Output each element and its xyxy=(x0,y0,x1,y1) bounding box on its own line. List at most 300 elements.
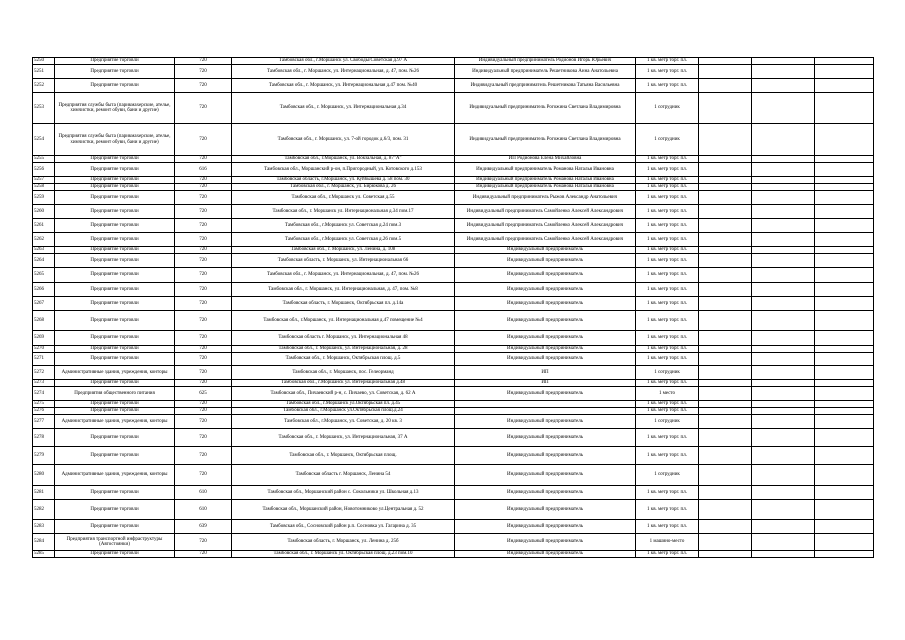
owner-cell: Индивидуальный предприниматель xyxy=(455,247,636,254)
address-cell: Тамбовская обл., г. Моршанск, ул. Интернациональная, д. 47, пом. №26 xyxy=(232,65,455,79)
coefficient-cell xyxy=(752,205,815,219)
object-type-cell: Предприятие торговли xyxy=(55,353,175,366)
coefficient-cell xyxy=(752,331,815,346)
coefficient-cell xyxy=(752,520,815,534)
volume-cell xyxy=(815,486,874,500)
owner-cell: Индивидуальный предприниматель xyxy=(455,353,636,366)
code-cell: 720 xyxy=(175,283,232,297)
object-type-cell: Предприятие торговли xyxy=(55,429,175,447)
volume-cell xyxy=(815,380,874,387)
object-type-cell: Предприятие торговли xyxy=(55,254,175,268)
owner-cell: Индивидуальный предприниматель xyxy=(455,254,636,268)
address-cell: Тамбовская обл., г.Моршанск, ул. Советская, д. 20 кв. 3 xyxy=(232,415,455,429)
coefficient-cell xyxy=(752,311,815,331)
volume-cell xyxy=(815,65,874,79)
owner-cell: Индивидуальный предприниматель Романова Наталья Ивановна xyxy=(455,184,636,191)
unit-cell: 1 кв. метр торг. пл. xyxy=(636,268,699,283)
code-cell: 720 xyxy=(175,156,232,163)
code-cell: 625 xyxy=(175,387,232,401)
coefficient-cell xyxy=(752,429,815,447)
address-cell: Тамбовская обл., г. Моршанск, Октябрьская площ. xyxy=(232,447,455,465)
address-cell: Тамбовская обл., г. Моршанск, пос. Гелеорманд xyxy=(232,366,455,380)
object-type-cell: Предприятие торговли xyxy=(55,346,175,353)
volume-cell xyxy=(815,283,874,297)
coefficient-cell xyxy=(752,233,815,247)
code-cell: 720 xyxy=(175,247,232,254)
quantity-cell xyxy=(699,177,752,184)
volume-cell xyxy=(815,387,874,401)
coefficient-cell xyxy=(752,387,815,401)
address-cell: Тамбовская обл., Пичаевский р-н, с. Пичаево, ул. Советская, д. 62 А xyxy=(232,387,455,401)
code-cell: 610 xyxy=(175,486,232,500)
row-number-cell: 5253 xyxy=(33,93,55,124)
coefficient-cell xyxy=(752,534,815,551)
coefficient-cell xyxy=(752,297,815,311)
table-row xyxy=(33,380,874,387)
unit-cell: 1 сотрудник xyxy=(636,93,699,124)
object-type-cell: Предприятие торговли xyxy=(55,233,175,247)
object-type-cell: Административные здания, учреждения, конторы xyxy=(55,366,175,380)
address-cell: Тамбовская область, г. Моршанск, ул. Ленина д. 25б xyxy=(232,534,455,551)
quantity-cell xyxy=(699,387,752,401)
row-number-cell: 5273 xyxy=(33,380,55,387)
object-type-cell: Предприятие торговли xyxy=(55,520,175,534)
quantity-cell xyxy=(699,465,752,486)
volume-cell xyxy=(815,534,874,551)
owner-cell: Индивидуальный предприниматель xyxy=(455,429,636,447)
volume-cell xyxy=(815,500,874,520)
coefficient-cell xyxy=(752,163,815,177)
volume-cell xyxy=(815,465,874,486)
coefficient-cell xyxy=(752,401,815,408)
table-row xyxy=(33,233,874,247)
address-cell: Тамбовская обл., г. Моршанск, Октябрьская площ. д.5 xyxy=(232,353,455,366)
address-cell: Тамбовская обл., г.Моршанск ул. Интернациональная д.48 xyxy=(232,380,455,387)
object-type-cell: Предприятие торговли xyxy=(55,500,175,520)
code-cell: 720 xyxy=(175,124,232,156)
volume-cell xyxy=(815,58,874,65)
registry-sheet xyxy=(32,57,873,558)
coefficient-cell xyxy=(752,447,815,465)
owner-cell: Индивидуальный предприниматель xyxy=(455,268,636,283)
owner-cell: Индивидуальный предприниматель xyxy=(455,311,636,331)
address-cell: Тамбовская обл., г. Моршанск, ул. Интернациональная, 37 А xyxy=(232,429,455,447)
registry-table xyxy=(32,57,874,558)
registry-table-body xyxy=(33,58,874,558)
owner-cell: Индивидуальный предприниматель xyxy=(455,500,636,520)
row-number-cell: 5263 xyxy=(33,247,55,254)
volume-cell xyxy=(815,247,874,254)
address-cell: Тамбовская обл., г. Моршанск, ул. Ленина, д. 108 xyxy=(232,247,455,254)
quantity-cell xyxy=(699,93,752,124)
address-cell: Тамбовская обл., г. Моршанск, ул. Интернациональная д.34 xyxy=(232,93,455,124)
unit-cell: 1 кв. метр торг. пл. xyxy=(636,551,699,558)
quantity-cell xyxy=(699,163,752,177)
code-cell: 720 xyxy=(175,551,232,558)
owner-cell: ИП xyxy=(455,380,636,387)
table-row xyxy=(33,520,874,534)
volume-cell xyxy=(815,184,874,191)
unit-cell: 1 кв. метр торг. пл. xyxy=(636,191,699,205)
object-type-cell: Предприятие торговли xyxy=(55,65,175,79)
unit-cell: 1 кв. метр торг. пл. xyxy=(636,486,699,500)
volume-cell xyxy=(815,401,874,408)
quantity-cell xyxy=(699,233,752,247)
quantity-cell xyxy=(699,283,752,297)
unit-cell: 1 сотрудник xyxy=(636,415,699,429)
address-cell: Тамбовская обл., г.Моршанск, ул. Интернациональная д.47 помещение №4 xyxy=(232,311,455,331)
unit-cell: 1 кв. метр торг. пл. xyxy=(636,156,699,163)
address-cell: Тамбовская обл., г.Моршанск ул. Советская д.24 пом.3 xyxy=(232,219,455,233)
row-number-cell: 5254 xyxy=(33,124,55,156)
object-type-cell: Административные здания, учреждения, конторы xyxy=(55,415,175,429)
code-cell: 720 xyxy=(175,184,232,191)
owner-cell: Индивидуальный предприниматель xyxy=(455,283,636,297)
table-row xyxy=(33,366,874,380)
row-number-cell: 5284 xyxy=(33,534,55,551)
coefficient-cell xyxy=(752,366,815,380)
row-number-cell: 5255 xyxy=(33,156,55,163)
coefficient-cell xyxy=(752,93,815,124)
owner-cell: ИП xyxy=(455,366,636,380)
object-type-cell: Предприятие торговли xyxy=(55,205,175,219)
row-number-cell: 5272 xyxy=(33,366,55,380)
unit-cell: 1 кв. метр торг. пл. xyxy=(636,58,699,65)
table-row xyxy=(33,447,874,465)
volume-cell xyxy=(815,79,874,93)
unit-cell: 1 кв. метр торг. пл. xyxy=(636,247,699,254)
table-row xyxy=(33,65,874,79)
code-cell: 720 xyxy=(175,401,232,408)
object-type-cell: Предприятие торговли xyxy=(55,447,175,465)
table-row xyxy=(33,283,874,297)
row-number-cell: 5279 xyxy=(33,447,55,465)
row-number-cell: 5260 xyxy=(33,205,55,219)
table-row xyxy=(33,408,874,415)
code-cell: 720 xyxy=(175,297,232,311)
table-row xyxy=(33,184,874,191)
object-type-cell: Предприятие торговли xyxy=(55,163,175,177)
address-cell: Тамбовская обл., г.Моршанск ул.Октябрьская площ.д.24 xyxy=(232,408,455,415)
unit-cell: 1 кв. метр торг. пл. xyxy=(636,283,699,297)
unit-cell: 1 кв. метр торг. пл. xyxy=(636,65,699,79)
volume-cell xyxy=(815,429,874,447)
address-cell: Тамбовская обл., г. Моршанск, ул. Интернациональная, д. 47, пом. №8 xyxy=(232,283,455,297)
volume-cell xyxy=(815,311,874,331)
owner-cell: Индивидуальный предприниматель xyxy=(455,486,636,500)
unit-cell: 1 кв. метр торг. пл. xyxy=(636,233,699,247)
unit-cell: 1 кв. метр торг. пл. xyxy=(636,184,699,191)
object-type-cell: Предприятие торговли xyxy=(55,297,175,311)
object-type-cell: Предприятие торговли xyxy=(55,184,175,191)
owner-cell: Индивидуальный предприниматель xyxy=(455,387,636,401)
table-row xyxy=(33,254,874,268)
table-row xyxy=(33,401,874,408)
row-number-cell: 5285 xyxy=(33,551,55,558)
table-row xyxy=(33,465,874,486)
unit-cell: 1 кв. метр торг. пл. xyxy=(636,500,699,520)
volume-cell xyxy=(815,346,874,353)
owner-cell: Индивидуальный предприниматель xyxy=(455,297,636,311)
row-number-cell: 5264 xyxy=(33,254,55,268)
address-cell: Тамбовская обл., Сосновский район р.п. Сосновка ул. Гагарина д. 35 xyxy=(232,520,455,534)
address-cell: Тамбовская обл., Моршанский район с. Сокольники ул. Школьная д.13 xyxy=(232,486,455,500)
row-number-cell: 5257 xyxy=(33,177,55,184)
object-type-cell: Предприятия общественного питания xyxy=(55,387,175,401)
coefficient-cell xyxy=(752,219,815,233)
table-row xyxy=(33,191,874,205)
code-cell: 720 xyxy=(175,177,232,184)
code-cell: 720 xyxy=(175,311,232,331)
row-number-cell: 5271 xyxy=(33,353,55,366)
unit-cell: 1 место xyxy=(636,387,699,401)
code-cell: 720 xyxy=(175,366,232,380)
object-type-cell: Предприятие торговли xyxy=(55,58,175,65)
address-cell: Тамбовская обл., г. Моршанск, ул. Интернациональная д.47 пом. №40 xyxy=(232,79,455,93)
quantity-cell xyxy=(699,408,752,415)
coefficient-cell xyxy=(752,500,815,520)
owner-cell xyxy=(455,408,636,415)
unit-cell: 1 кв. метр торг. пл. xyxy=(636,297,699,311)
coefficient-cell xyxy=(752,415,815,429)
unit-cell: 1 кв. метр торг. пл. xyxy=(636,429,699,447)
volume-cell xyxy=(815,268,874,283)
quantity-cell xyxy=(699,486,752,500)
code-cell: 610 xyxy=(175,500,232,520)
table-row xyxy=(33,79,874,93)
row-number-cell: 5265 xyxy=(33,268,55,283)
owner-cell: ИП Родионова Елена Михайловна xyxy=(455,156,636,163)
object-type-cell: Предприятие торговли xyxy=(55,380,175,387)
quantity-cell xyxy=(699,184,752,191)
address-cell: Тамбовская обл., г. Моршанск, ул. 7-ой городок д.6/3, пом. 31 xyxy=(232,124,455,156)
object-type-cell: Предприятие торговли xyxy=(55,401,175,408)
code-cell: 720 xyxy=(175,219,232,233)
volume-cell xyxy=(815,520,874,534)
address-cell: Тамбовская обл., г. Моршанск, ул. Интернациональная, д. 47, пом. №26 xyxy=(232,268,455,283)
row-number-cell: 5269 xyxy=(33,331,55,346)
code-cell: 720 xyxy=(175,58,232,65)
address-cell: Тамбовская обл., г. Моршанск ул. Интернациональная д.34 пом.17 xyxy=(232,205,455,219)
object-type-cell: Предприятие торговли xyxy=(55,486,175,500)
object-type-cell: Предприятия транспортной инфраструктуры (Автостоянки) xyxy=(55,534,175,551)
code-cell: 720 xyxy=(175,65,232,79)
volume-cell xyxy=(815,233,874,247)
code-cell: 720 xyxy=(175,346,232,353)
coefficient-cell xyxy=(752,191,815,205)
table-row xyxy=(33,353,874,366)
quantity-cell xyxy=(699,353,752,366)
row-number-cell: 5276 xyxy=(33,408,55,415)
unit-cell: 1 кв. метр торг. пл. xyxy=(636,163,699,177)
table-row xyxy=(33,177,874,184)
address-cell: Тамбовская обл., г. Моршанск, ул. Бирюкова д. 26 xyxy=(232,184,455,191)
table-row xyxy=(33,58,874,65)
quantity-cell xyxy=(699,205,752,219)
code-cell: 720 xyxy=(175,534,232,551)
owner-cell: Индивидуальный предприниматель xyxy=(455,551,636,558)
address-cell: Тамбовская обл., Моршанский р-он, п.Пригородный, ул. Котовского д.153 xyxy=(232,163,455,177)
volume-cell xyxy=(815,254,874,268)
row-number-cell: 5274 xyxy=(33,387,55,401)
table-row xyxy=(33,551,874,558)
quantity-cell xyxy=(699,191,752,205)
row-number-cell: 5281 xyxy=(33,486,55,500)
volume-cell xyxy=(815,219,874,233)
row-number-cell: 5259 xyxy=(33,191,55,205)
owner-cell: Индивидуальный предприниматель xyxy=(455,415,636,429)
coefficient-cell xyxy=(752,551,815,558)
object-type-cell: Предприятие торговли xyxy=(55,79,175,93)
table-row xyxy=(33,297,874,311)
quantity-cell xyxy=(699,401,752,408)
row-number-cell: 5266 xyxy=(33,283,55,297)
coefficient-cell xyxy=(752,254,815,268)
unit-cell: 1 кв. метр торг. пл. xyxy=(636,205,699,219)
quantity-cell xyxy=(699,156,752,163)
code-cell: 720 xyxy=(175,93,232,124)
owner-cell: Индивидуальный предприниматель xyxy=(455,447,636,465)
coefficient-cell xyxy=(752,346,815,353)
volume-cell xyxy=(815,551,874,558)
table-row xyxy=(33,331,874,346)
owner-cell: Индивидуальный предприниматель Родионов Игорь Юрьевич xyxy=(455,58,636,65)
table-row xyxy=(33,387,874,401)
table-row xyxy=(33,500,874,520)
unit-cell: 1 кв. метр торг. пл. xyxy=(636,311,699,331)
row-number-cell: 5282 xyxy=(33,500,55,520)
table-row xyxy=(33,219,874,233)
unit-cell: 1 кв. метр торг. пл. xyxy=(636,447,699,465)
volume-cell xyxy=(815,124,874,156)
quantity-cell xyxy=(699,500,752,520)
coefficient-cell xyxy=(752,177,815,184)
row-number-cell: 5283 xyxy=(33,520,55,534)
unit-cell: 1 кв. метр торг. пл. xyxy=(636,177,699,184)
object-type-cell: Предприятия службы быта (парикмахерские, ателье, химчистки, ремонт обуви, бани и другие) xyxy=(55,93,175,124)
code-cell: 720 xyxy=(175,268,232,283)
coefficient-cell xyxy=(752,486,815,500)
code-cell: 616 xyxy=(175,163,232,177)
unit-cell: 1 кв. метр торг. пл. xyxy=(636,380,699,387)
owner-cell: Индивидуальный предприниматель xyxy=(455,346,636,353)
row-number-cell: 5278 xyxy=(33,429,55,447)
address-cell: Тамбовская область г. Моршанск, Ленина 54 xyxy=(232,465,455,486)
coefficient-cell xyxy=(752,408,815,415)
unit-cell: 1 кв. метр торг. пл. xyxy=(636,254,699,268)
coefficient-cell xyxy=(752,156,815,163)
volume-cell xyxy=(815,447,874,465)
owner-cell: Индивидуальный предприниматель Рогожина Светлана Владимировна xyxy=(455,93,636,124)
address-cell: Тамбовская область г. Моршанск, ул. Интернациональная 48 xyxy=(232,331,455,346)
owner-cell: Индивидуальный предприниматель Самойленко Алексей Александрович xyxy=(455,219,636,233)
row-number-cell: 5252 xyxy=(33,79,55,93)
code-cell: 720 xyxy=(175,465,232,486)
table-row xyxy=(33,93,874,124)
owner-cell: Индивидуальный предприниматель xyxy=(455,534,636,551)
coefficient-cell xyxy=(752,353,815,366)
table-row xyxy=(33,486,874,500)
owner-cell: Индивидуальный предприниматель Рыжов Александр Анатольевич xyxy=(455,191,636,205)
coefficient-cell xyxy=(752,247,815,254)
table-row xyxy=(33,534,874,551)
volume-cell xyxy=(815,331,874,346)
code-cell: 720 xyxy=(175,353,232,366)
unit-cell: 1 кв. метр торг. пл. xyxy=(636,520,699,534)
row-number-cell: 5267 xyxy=(33,297,55,311)
quantity-cell xyxy=(699,79,752,93)
object-type-cell: Предприятие торговли xyxy=(55,219,175,233)
table-row xyxy=(33,268,874,283)
code-cell: 720 xyxy=(175,380,232,387)
quantity-cell xyxy=(699,520,752,534)
quantity-cell xyxy=(699,331,752,346)
quantity-cell xyxy=(699,447,752,465)
quantity-cell xyxy=(699,219,752,233)
unit-cell: 1 машино-место xyxy=(636,534,699,551)
coefficient-cell xyxy=(752,380,815,387)
volume-cell xyxy=(815,353,874,366)
owner-cell: Индивидуальный предприниматель Романова Наталья Ивановна xyxy=(455,163,636,177)
owner-cell xyxy=(455,401,636,408)
unit-cell: 1 сотрудник xyxy=(636,465,699,486)
quantity-cell xyxy=(699,311,752,331)
quantity-cell xyxy=(699,366,752,380)
address-cell: Тамбовская обл., г. Моршанск ул. Октябрьская площ. д.23 пом.10 xyxy=(232,551,455,558)
row-number-cell: 5275 xyxy=(33,401,55,408)
table-row xyxy=(33,205,874,219)
row-number-cell: 5277 xyxy=(33,415,55,429)
owner-cell: Индивидуальный предприниматель Решетникова Анна Анатольевна xyxy=(455,65,636,79)
code-cell: 720 xyxy=(175,191,232,205)
row-number-cell: 5251 xyxy=(33,65,55,79)
quantity-cell xyxy=(699,297,752,311)
coefficient-cell xyxy=(752,124,815,156)
address-cell: Тамбовская область, г. Моршанск, Октябрьская пл. д.14а xyxy=(232,297,455,311)
table-row xyxy=(33,156,874,163)
quantity-cell xyxy=(699,268,752,283)
owner-cell: Индивидуальный предприниматель Самойленко Алексей Александрович xyxy=(455,205,636,219)
volume-cell xyxy=(815,156,874,163)
quantity-cell xyxy=(699,429,752,447)
row-number-cell: 5280 xyxy=(33,465,55,486)
coefficient-cell xyxy=(752,283,815,297)
quantity-cell xyxy=(699,534,752,551)
row-number-cell: 5261 xyxy=(33,219,55,233)
quantity-cell xyxy=(699,346,752,353)
unit-cell: 1 кв. метр торг. пл. xyxy=(636,401,699,408)
quantity-cell xyxy=(699,254,752,268)
coefficient-cell xyxy=(752,465,815,486)
address-cell: Тамбовская обл., Моршанский район, Новотомниково ул.Центральная д. 52 xyxy=(232,500,455,520)
owner-cell: Индивидуальный предприниматель Самойленко Алексей Александрович xyxy=(455,233,636,247)
quantity-cell xyxy=(699,380,752,387)
volume-cell xyxy=(815,408,874,415)
table-row xyxy=(33,311,874,331)
address-cell: Тамбовская обл., г.Моршанск ул. Советская д.55 xyxy=(232,191,455,205)
coefficient-cell xyxy=(752,65,815,79)
address-cell: Тамбовская обл., г.Моршанск ул. Советская д.26 пом.5 xyxy=(232,233,455,247)
volume-cell xyxy=(815,177,874,184)
row-number-cell: 5258 xyxy=(33,184,55,191)
table-row xyxy=(33,163,874,177)
quantity-cell xyxy=(699,58,752,65)
row-number-cell: 5250 xyxy=(33,58,55,65)
object-type-cell: Предприятие торговли xyxy=(55,191,175,205)
volume-cell xyxy=(815,366,874,380)
coefficient-cell xyxy=(752,79,815,93)
table-row xyxy=(33,247,874,254)
